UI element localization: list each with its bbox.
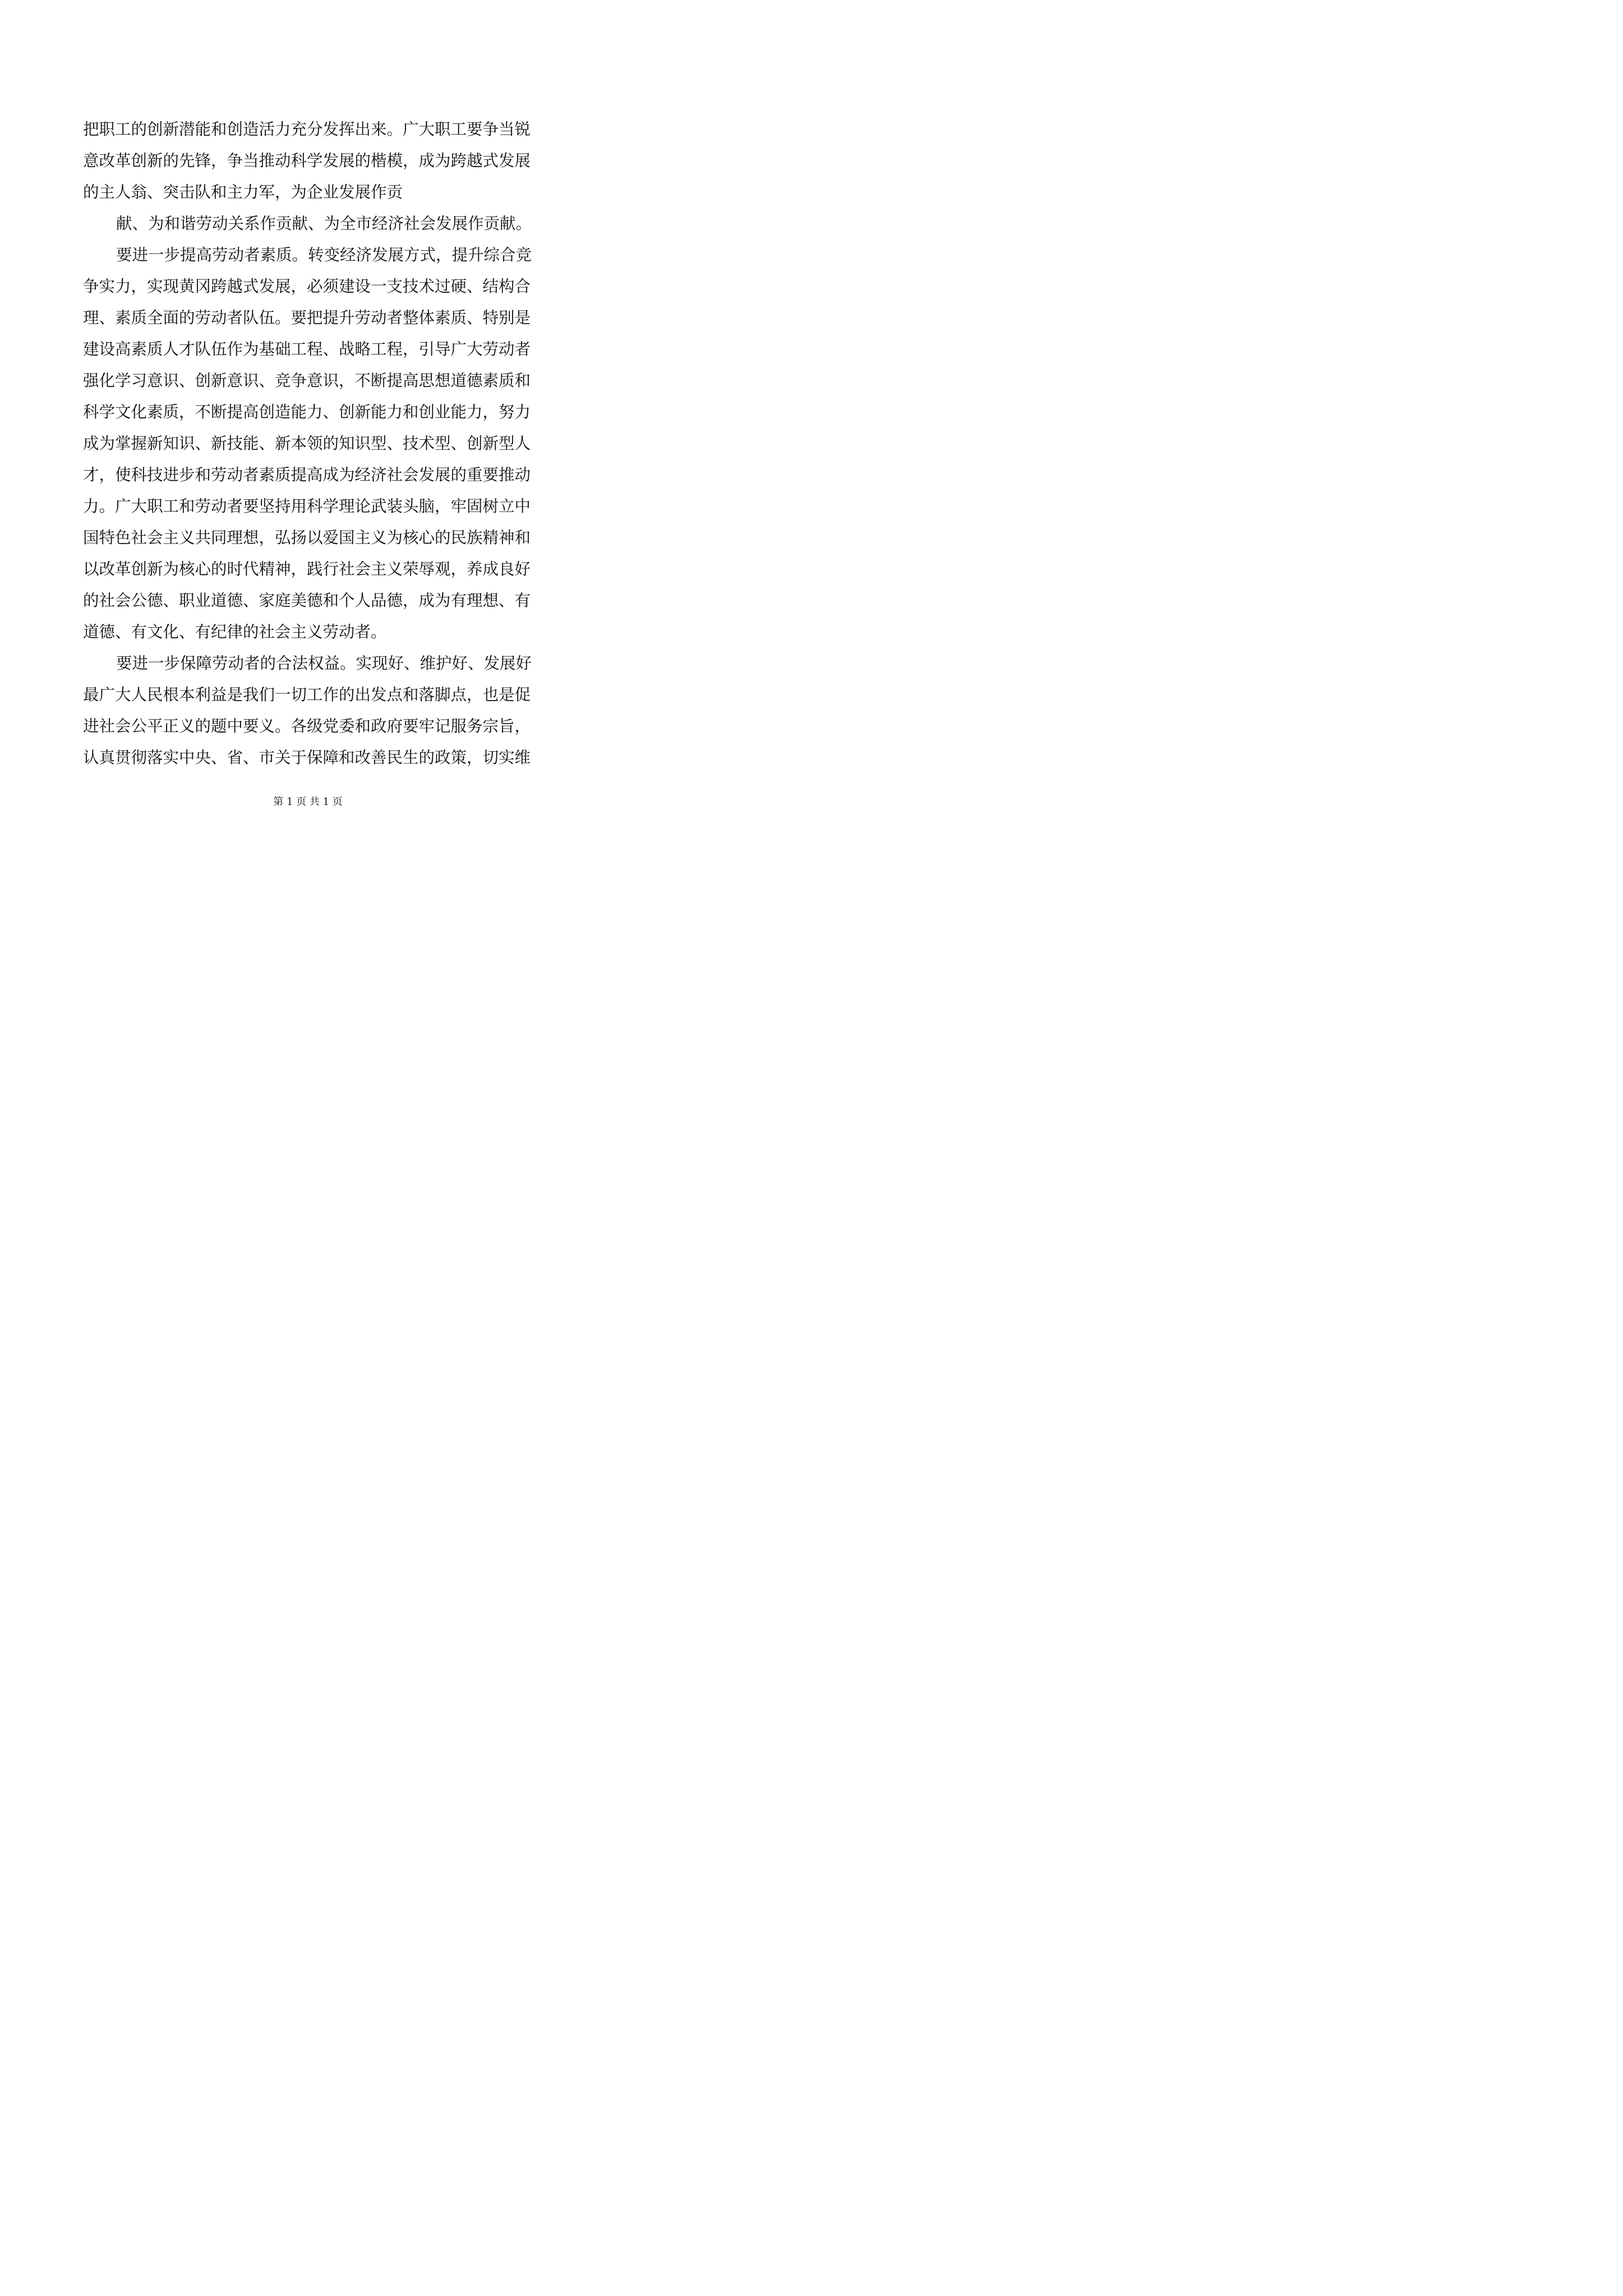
body-text-line: 进社会公平正义的题中要义。各级党委和政府要牢记服务宗旨，	[83, 717, 531, 735]
body-text-line: 国特色社会主义共同理想，弘扬以爱国主义为核心的民族精神和	[83, 528, 531, 547]
paragraph-first-line: 要进一步保障劳动者的合法权益。实现好、维护好、发展好	[116, 654, 532, 673]
body-text-line: 争实力，实现黄冈跨越式发展，必须建设一支技术过硬、结构合	[83, 277, 531, 296]
body-text-line: 的社会公德、职业道德、家庭美德和个人品德，成为有理想、有	[83, 591, 531, 610]
paragraph-first-line: 要进一步提高劳动者素质。转变经济发展方式，提升综合竞	[116, 246, 532, 264]
body-text-line: 力。广大职工和劳动者要坚持用科学理论武装头脑，牢固树立中	[83, 497, 531, 516]
body-text-line: 献、为和谐劳动关系作贡献、为全市经济社会发展作贡献。	[116, 214, 532, 233]
body-text-line: 意改革创新的先锋，争当推动科学发展的楷模，成为跨越式发展	[83, 151, 531, 170]
body-text-line: 理、素质全面的劳动者队伍。要把提升劳动者整体素质、特别是	[83, 309, 531, 327]
body-text-line: 道德、有文化、有纪律的社会主义劳动者。	[83, 623, 387, 641]
body-text-line: 成为掌握新知识、新技能、新本领的知识型、技术型、创新型人	[83, 434, 531, 453]
page-number-label: 第 1 页 共 1 页	[273, 796, 343, 808]
body-text-line: 强化学习意识、创新意识、竞争意识，不断提高思想道德素质和	[83, 371, 531, 390]
body-text-line: 建设高素质人才队伍作为基础工程、战略工程，引导广大劳动者	[83, 340, 531, 358]
body-text-line: 的主人翁、突击队和主力军，为企业发展作贡	[83, 183, 403, 201]
body-text-line: 最广大人民根本利益是我们一切工作的出发点和落脚点，也是促	[83, 685, 531, 704]
page-footer	[0, 795, 616, 809]
body-text-line: 把职工的创新潜能和创造活力充分发挥出来。广大职工要争当锐	[83, 120, 531, 139]
document-page	[0, 0, 616, 871]
body-text-line: 才，使科技进步和劳动者素质提高成为经济社会发展的重要推动	[83, 466, 531, 484]
body-text-line: 以改革创新为核心的时代精神，践行社会主义荣辱观，养成良好	[83, 560, 531, 578]
body-text-line: 科学文化素质，不断提高创造能力、创新能力和创业能力，努力	[83, 403, 531, 421]
body-text-line: 认真贯彻落实中央、省、市关于保障和改善民生的政策，切实维	[83, 748, 531, 767]
